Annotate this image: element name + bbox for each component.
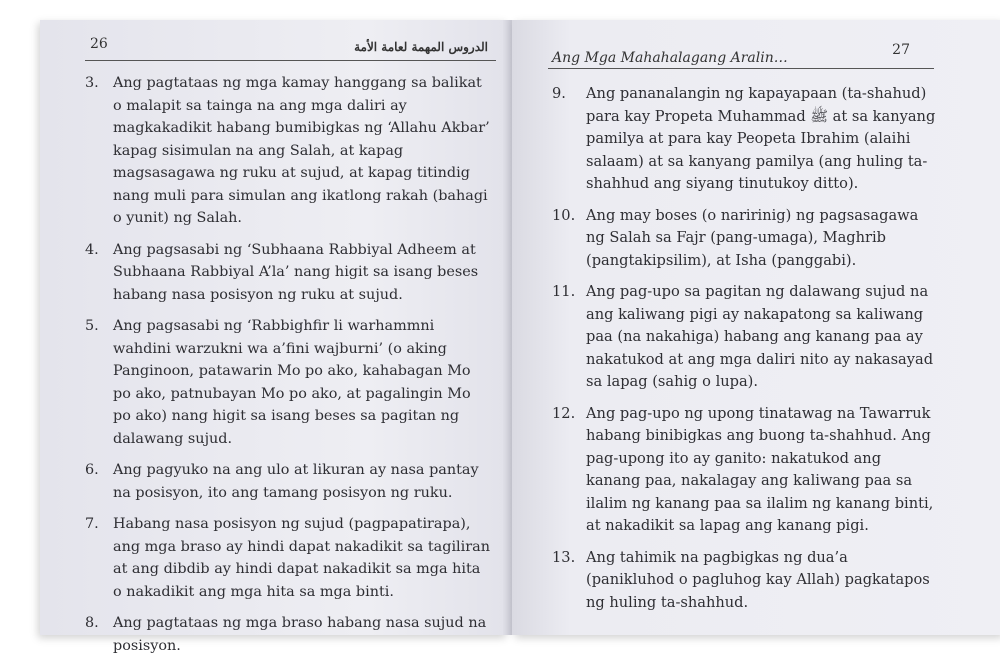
- item-list: [85, 72, 491, 666]
- item-text: Ang tahimik na pagbigkas ng dua’a (panikluhod o pagluhog kay Allah) pagkatapos ng huling ta-shahhud.: [586, 548, 930, 611]
- item-number: 12.: [552, 404, 576, 422]
- list-item: [552, 205, 937, 273]
- item-text: Ang pagtataas ng mga braso habang nasa sujud na posisyon.: [113, 615, 487, 654]
- list-item: [85, 612, 491, 657]
- item-list: [552, 83, 937, 623]
- item-number: 13.: [552, 548, 576, 566]
- right-page: [512, 20, 1000, 635]
- item-number: 3.: [85, 75, 99, 91]
- open-booklet: [40, 20, 1000, 654]
- item-text: Ang may boses (o naririnig) ng pagsasagawa ng Salah sa Fajr (pang-umaga), Maghrib (pangtakipsilim), at Isha (panggabi).: [586, 206, 919, 269]
- list-item: [85, 72, 491, 230]
- list-item: [85, 315, 491, 450]
- item-text: Habang nasa posisyon ng sujud (pagpapatirapa), ang mga braso ay hindi dapat nakadikit sa tagiliran at ang dibdib ay hindi dapat nakadikit sa mga hita o nakadikit ang mga hita sa mga binti.: [113, 516, 490, 600]
- page-number: 26: [90, 36, 108, 52]
- item-text: Ang pagsasabi ng ‘Rabbighfir li warhammni wahdini warzukni wa a’fini wajburni’ (o aking Panginoon, patawarin Mo po ako, kahabagan Mo po ako, patnubayan Mo po ako, at pagalingin Mo po ako) nang higit sa isang beses sa pagitan ng dalawang sujud.: [113, 318, 471, 447]
- item-text: Ang pananalangin ng kapayapaan (ta-shahud) para kay Propeta Muhammad ﷺ at sa kanyang pamilya at para kay Peopeta Ibrahim (alaihi salaam) at sa kanyang pamilya (ang huling ta-shahhud ang siyang tinutukoy ditto).: [586, 85, 936, 192]
- item-text: Ang pagsasabi ng ‘Subhaana Rabbiyal Adheem at Subhaana Rabbiyal A’la’ nang higit sa isang beses habang nasa posisyon ng ruku at sujud.: [113, 241, 479, 303]
- list-item: [552, 403, 937, 538]
- header-rule: [548, 68, 934, 69]
- item-number: 5.: [85, 318, 99, 334]
- page-number: 27: [892, 42, 910, 58]
- item-number: 7.: [85, 516, 99, 532]
- item-number: 4.: [85, 241, 99, 258]
- item-text: Ang pagtataas ng mga kamay hanggang sa balikat o malapit sa tainga na ang mga daliri ay magkakadikit habang bumibigkas ng ‘Allahu Akbar’ kapag sisimulan na ang Salah, at kapag magsasagawa ng ruku at sujud, at kapag titindig nang muli para simulan ang ikatlong rakah (bahagi o yunit) ng Salah.: [113, 75, 490, 226]
- list-item: [85, 513, 491, 603]
- list-item: [552, 547, 937, 615]
- list-item: [552, 83, 937, 196]
- item-number: 11.: [552, 283, 576, 300]
- header-rule: [85, 60, 496, 61]
- arabic-running-head: الدروس المهمة لعامة الأمة: [354, 40, 488, 54]
- item-number: 9.: [552, 85, 566, 102]
- item-text: Ang pag-upo ng upong tinatawag na Tawarruk habang binibigkas ang buong ta-shahhud. Ang pag-upong ito ay ganito: nakatukod ang kanang paa, nakalagay ang kaliwang paa sa ilalim ng kanang paa sa ilalim ng kanang binti, at nakadikit sa lapag ang kanang pigi.: [586, 404, 934, 534]
- item-number: 10.: [552, 206, 576, 224]
- item-number: 8.: [85, 615, 99, 631]
- item-text: Ang pagyuko na ang ulo at likuran ay nasa pantay na posisyon, ito ang tamang posisyon ng ruku.: [113, 462, 479, 501]
- item-number: 6.: [85, 462, 99, 478]
- list-item: [85, 459, 491, 504]
- item-text: Ang pag-upo sa pagitan ng dalawang sujud na ang kaliwang pigi ay nakapatong sa kaliwang paa (na nakahiga) habang ang kanang paa ay nakatukod at ang mga daliri nito ay nakasayad sa lapag (sahig o lupa).: [586, 283, 934, 390]
- running-head: Ang Mga Mahahalagang Aralin…: [552, 50, 788, 66]
- list-item: [552, 281, 937, 394]
- list-item: [85, 239, 491, 307]
- left-page: [40, 20, 508, 654]
